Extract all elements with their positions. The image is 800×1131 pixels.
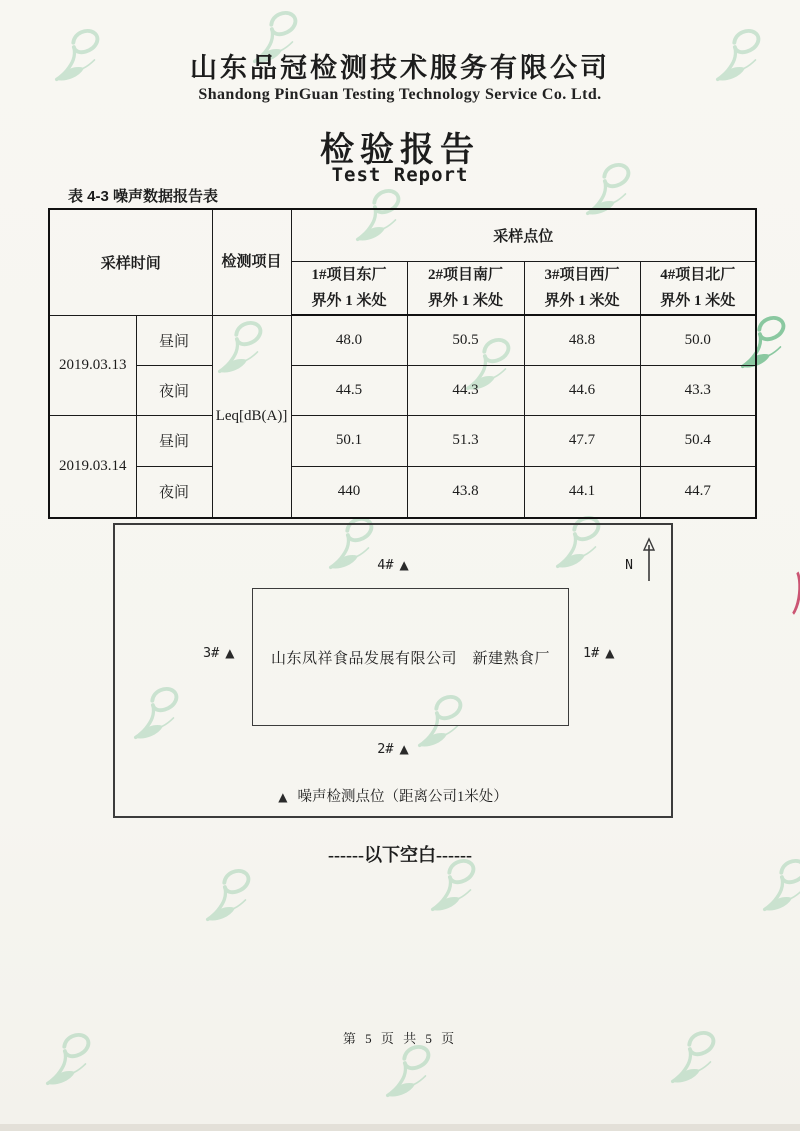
red-stamp-mark: [776, 565, 800, 620]
noise-point-1-label: 1#: [583, 645, 600, 661]
point-2-line1: 2#项目南厂: [428, 266, 504, 283]
noise-point-2-label: 2#: [377, 741, 394, 757]
noise-point-3-label: 3#: [203, 645, 220, 661]
pinguan-leaf-logo-watermark: [383, 1042, 439, 1106]
table-caption: 表 4-3 噪声数据报告表: [68, 188, 219, 205]
company-name-en: Shandong PinGuan Testing Technology Service Co. Ltd.: [198, 86, 602, 103]
scan-edge-shadow: [0, 1124, 800, 1131]
header-point-1: [291, 261, 407, 315]
report-title-cn: 检验报告: [320, 132, 480, 169]
period-cell: 昼间: [136, 315, 212, 365]
noise-point-4: [115, 557, 671, 573]
table-row: [49, 315, 756, 365]
test-item-cell: Leq[dB(A)]: [212, 315, 291, 518]
value-cell: 50.1: [291, 415, 407, 466]
site-diagram: [113, 523, 673, 818]
value-cell: 50.4: [640, 415, 756, 466]
triangle-marker-icon: ▲: [278, 790, 288, 804]
page-number: 第 5 页 共 5 页: [342, 1031, 458, 1046]
noise-point-4-label: 4#: [377, 557, 394, 573]
table-row: [49, 365, 756, 415]
value-cell: 440: [291, 466, 407, 518]
diagram-legend-text: 噪声检测点位（距离公司1米处）: [297, 789, 508, 805]
north-indicator: [625, 537, 661, 583]
point-3-line1: 3#项目西厂: [544, 266, 620, 283]
value-cell: 43.8: [407, 466, 524, 518]
north-label: N: [625, 557, 633, 573]
value-cell: 48.8: [524, 315, 640, 365]
triangle-marker-icon: ▲: [399, 742, 409, 756]
triangle-marker-icon: ▲: [225, 646, 235, 660]
period-cell: 夜间: [136, 466, 212, 518]
header-point-2: [407, 261, 524, 315]
noise-point-3: [203, 645, 235, 661]
point-3-line2: 界外 1 米处: [544, 292, 620, 309]
value-cell: 51.3: [407, 415, 524, 466]
header-test-item: [212, 209, 291, 315]
pinguan-leaf-logo-watermark: [203, 866, 259, 930]
north-arrow-icon: [635, 537, 661, 583]
point-4-line2: 界外 1 米处: [660, 292, 736, 309]
header-point-4: [640, 261, 756, 315]
below-blank-text: ------以下空白------: [328, 845, 472, 865]
period-cell: 昼间: [136, 415, 212, 466]
value-cell: 44.1: [524, 466, 640, 518]
header-test-item-label: 检测项目: [221, 254, 282, 271]
point-2-line2: 界外 1 米处: [428, 292, 504, 309]
table-row: [49, 466, 756, 518]
value-cell: 50.5: [407, 315, 524, 365]
value-cell: 44.5: [291, 365, 407, 415]
noise-point-1: [583, 645, 615, 661]
date-cell: 2019.03.13: [49, 315, 136, 415]
date-cell: 2019.03.14: [49, 415, 136, 518]
header-sample-points: 采样点位: [291, 209, 756, 261]
factory-boundary-box: [252, 588, 569, 726]
value-cell: 44.3: [407, 365, 524, 415]
noise-point-2: [115, 741, 671, 757]
table-row: [49, 415, 756, 466]
value-cell: 43.3: [640, 365, 756, 415]
triangle-marker-icon: ▲: [399, 558, 409, 572]
header-sample-time: 采样时间: [49, 209, 212, 315]
point-1-line2: 界外 1 米处: [311, 292, 387, 309]
diagram-legend: [115, 785, 671, 806]
point-1-line1: 1#项目东厂: [311, 266, 387, 283]
report-title-en: Test Report: [331, 164, 469, 186]
value-cell: 44.6: [524, 365, 640, 415]
point-4-line1: 4#项目北厂: [660, 266, 736, 283]
company-name-cn: 山东品冠检测技术服务有限公司: [190, 53, 610, 83]
period-cell: 夜间: [136, 365, 212, 415]
triangle-marker-icon: ▲: [605, 646, 615, 660]
value-cell: 47.7: [524, 415, 640, 466]
noise-data-table: [48, 208, 757, 519]
factory-label: 山东凤祥食品发展有限公司 新建熟食厂: [270, 650, 550, 667]
value-cell: 50.0: [640, 315, 756, 365]
value-cell: 48.0: [291, 315, 407, 365]
header-point-3: [524, 261, 640, 315]
value-cell: 44.7: [640, 466, 756, 518]
